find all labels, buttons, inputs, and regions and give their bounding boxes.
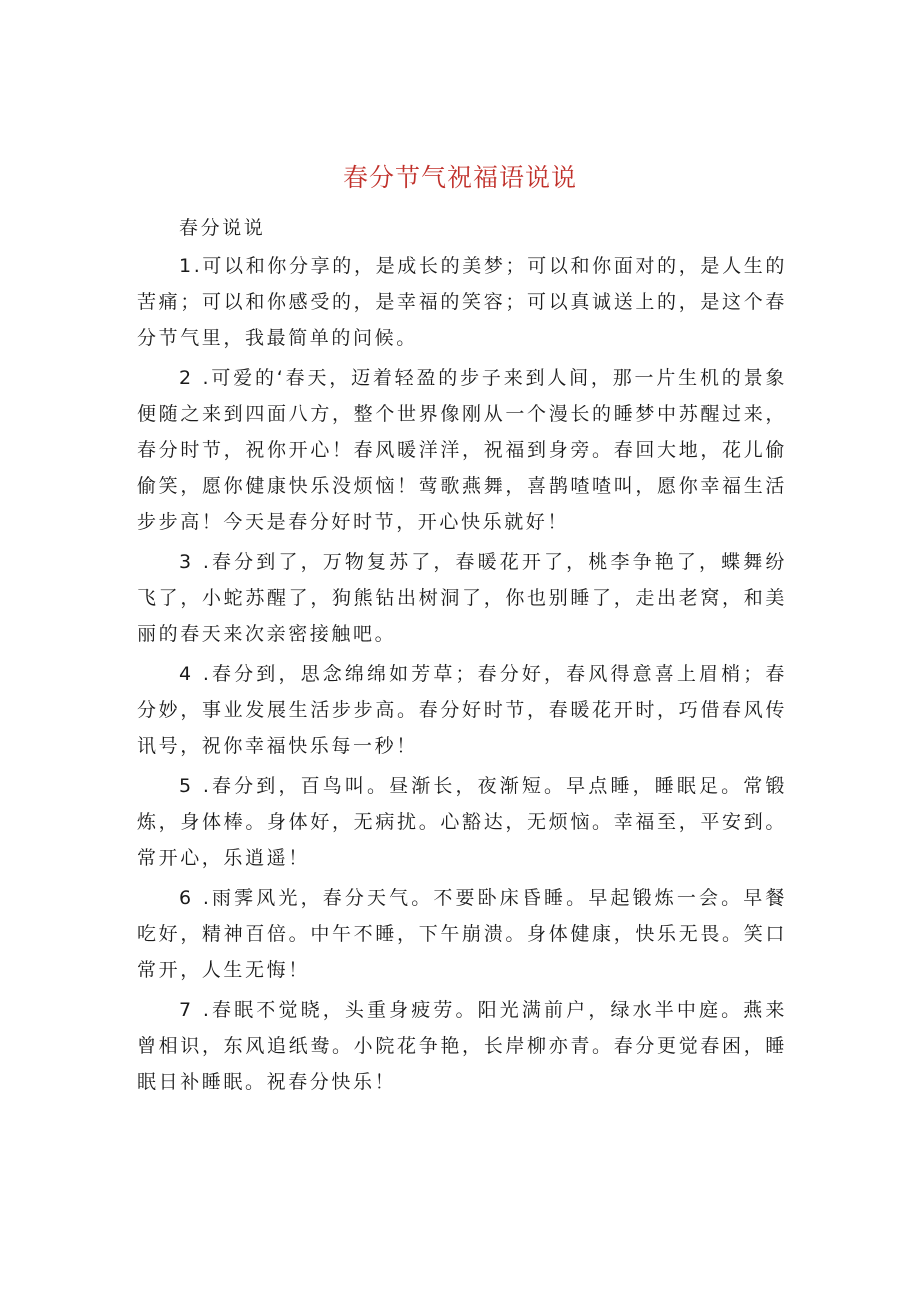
paragraph-4: 4 .春分到，思念绵绵如芳草；春分好，春风得意喜上眉梢；春分妙，事业发展生活步步高。春分好时节，春暖花开时，巧借春风传讯号，祝你幸福快乐每一秒！ [137,663,787,757]
document-title: 春分节气祝福语说说 [342,163,577,192]
paragraph-5: 5 .春分到，百鸟叫。昼渐长，夜渐短。早点睡，睡眠足。常锻炼，身体棒。身体好，无病扰。心豁达，无烦恼。幸福至，平安到。常开心，乐逍遥！ [137,775,787,869]
paragraph-1: 1.可以和你分享的，是成长的美梦；可以和你面对的，是人生的苦痛；可以和你感受的，是幸福的笑容；可以真诚送上的，是这个春分节气里，我最简单的问候。 [137,255,787,349]
section-subheading: 春分说说 [179,217,266,239]
paragraph-3: 3 .春分到了，万物复苏了，春暖花开了，桃李争艳了，蝶舞纷飞了，小蛇苏醒了，狗熊钻出树洞了，你也别睡了，走出老窝，和美丽的春天来次亲密接触吧。 [137,551,787,645]
paragraph-2: 2 .可爱的‘春天，迈着轻盈的步子来到人间，那一片生机的景象便随之来到四面八方，整个世界像刚从一个漫长的睡梦中苏醒过来，春分时节，祝你开心！春风暖洋洋，祝福到身旁。春回大地，花儿偷偷笑，愿你健康快乐没烦恼！莺歌燕舞，喜鹊喳喳叫，愿你幸福生活步步高！今天是春分好时节，开心快乐就好！ [137,367,787,533]
paragraph-7: 7 .春眠不觉晓，头重身疲劳。阳光满前户，绿水半中庭。燕来曾相识，东风追纸鸯。小院花争艳，长岸柳亦青。春分更觉春困，睡眠日补睡眠。祝春分快乐！ [137,999,787,1093]
paragraph-6: 6 .雨霁风光，春分天气。不要卧床昏睡。早起锻炼一会。早餐吃好，精神百倍。中午不睡，下午崩溃。身体健康，快乐无畏。笑口常开，人生无悔！ [137,887,787,981]
document-body [137,210,787,1104]
